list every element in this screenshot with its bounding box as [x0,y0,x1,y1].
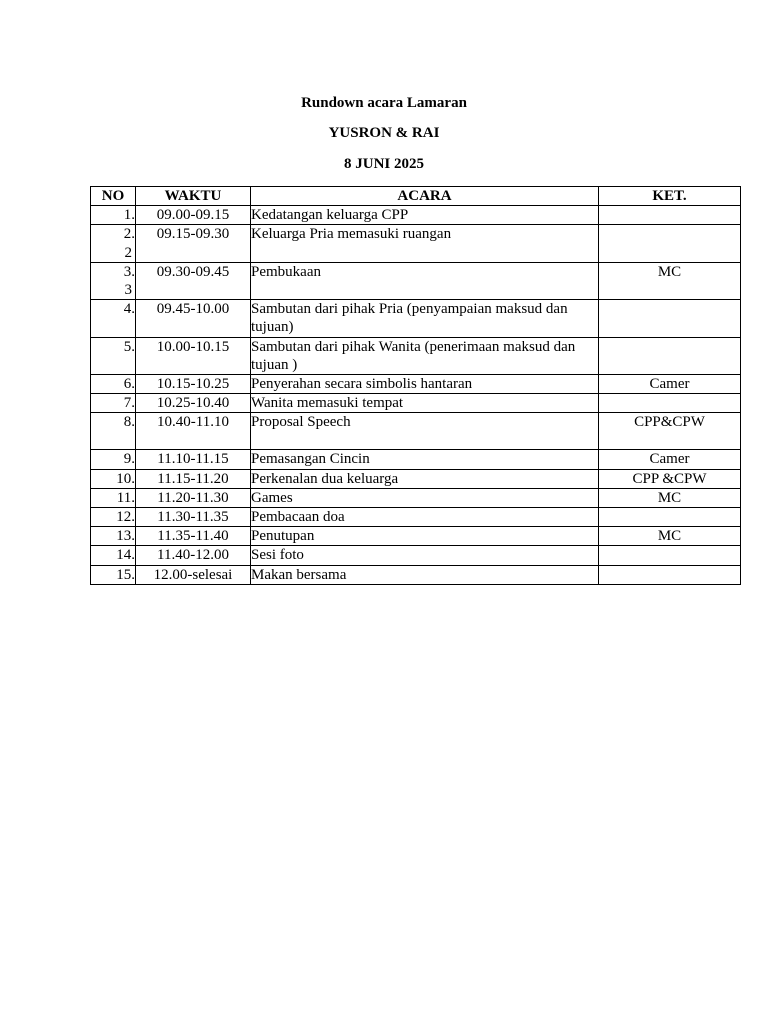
table-row [91,337,741,374]
cell-ket: MC [599,488,741,507]
cell-ket [599,300,741,337]
row-number: 1. [123,207,135,224]
table-row [91,225,741,262]
couple-names: YUSRON & RAI [328,125,440,141]
cell-waktu: 09.15-09.30 [136,225,251,262]
cell-acara: Makan bersama [251,565,599,584]
cell-waktu: 09.45-10.00 [136,300,251,337]
cell-acara: Sesi foto [251,546,599,565]
row-number: 11. [116,489,135,506]
cell-waktu: 11.35-11.40 [136,527,251,546]
cell-waktu: 11.20-11.30 [136,488,251,507]
row-number: 8. [123,414,135,431]
row-number: 5. [123,338,135,355]
cell-acara: Kedatangan keluarga CPP [251,206,599,225]
cell-acara: Penutupan [251,527,599,546]
cell-no [91,262,136,299]
cell-ket [599,337,741,374]
table-row [91,546,741,565]
cell-acara: Games [251,488,599,507]
table-row [91,262,741,299]
row-number: 7. [123,395,135,412]
cell-acara: Proposal Speech [251,413,599,450]
header-ket: KET. [599,187,741,206]
table-row [91,508,741,527]
cell-waktu: 09.00-09.15 [136,206,251,225]
table-row [91,469,741,488]
row-number: 3. [123,263,135,280]
header-no: NO [91,187,136,206]
table-body [91,206,741,585]
table-row [91,375,741,394]
cell-waktu: 10.15-10.25 [136,375,251,394]
cell-acara: Sambutan dari pihak Pria (penyampaian maksud dan tujuan) [251,300,599,337]
cell-waktu: 10.25-10.40 [136,394,251,413]
cell-no [91,508,136,527]
cell-acara: Sambutan dari pihak Wanita (penerimaan maksud dan tujuan ) [251,337,599,374]
cell-waktu: 11.10-11.15 [136,450,251,469]
table-row [91,450,741,469]
row-number: 12. [116,509,135,526]
cell-waktu: 12.00-selesai [136,565,251,584]
cell-acara: Pembukaan [251,262,599,299]
cell-ket [599,546,741,565]
cell-no [91,450,136,469]
cell-no [91,337,136,374]
table-row [91,300,741,337]
table-row [91,527,741,546]
cell-no [91,527,136,546]
table-row [91,565,741,584]
cell-acara: Keluarga Pria memasuki ruangan [251,225,599,262]
cell-no [91,300,136,337]
row-number-overflow: 2 [124,244,132,261]
row-number-overflow: 3 [124,282,132,299]
cell-acara: Perkenalan dua keluarga [251,469,599,488]
cell-no [91,394,136,413]
header-waktu: WAKTU [136,187,251,206]
cell-acara: Pemasangan Cincin [251,450,599,469]
row-number: 9. [123,451,135,468]
cell-ket: CPP&CPW [599,413,741,450]
cell-no [91,413,136,450]
cell-acara: Penyerahan secara simbolis hantaran [251,375,599,394]
cell-waktu: 11.15-11.20 [136,469,251,488]
table-row [91,206,741,225]
cell-ket: Camer [599,450,741,469]
cell-no [91,225,136,262]
cell-ket [599,225,741,262]
cell-ket [599,394,741,413]
cell-waktu: 11.40-12.00 [136,546,251,565]
cell-waktu: 11.30-11.35 [136,508,251,527]
row-number: 14. [116,547,135,564]
cell-ket: MC [599,527,741,546]
document-title: Rundown acara Lamaran [301,95,467,111]
row-number: 4. [123,301,135,318]
cell-no [91,469,136,488]
cell-no [91,375,136,394]
cell-waktu: 10.40-11.10 [136,413,251,450]
row-number: 6. [123,376,135,393]
header-acara: ACARA [251,187,599,206]
table-header-row [91,187,741,206]
cell-ket: Camer [599,375,741,394]
cell-ket: MC [599,262,741,299]
cell-no [91,565,136,584]
cell-no [91,546,136,565]
cell-ket: CPP &CPW [599,469,741,488]
cell-acara: Wanita memasuki tempat [251,394,599,413]
rundown-table [90,186,741,585]
event-date: 8 JUNI 2025 [343,156,424,172]
cell-waktu: 09.30-09.45 [136,262,251,299]
cell-ket [599,508,741,527]
row-number: 2. [123,226,135,243]
row-number: 15. [116,566,135,583]
row-number: 13. [116,528,135,545]
cell-ket [599,206,741,225]
cell-waktu: 10.00-10.15 [136,337,251,374]
table-row [91,413,741,450]
table-row [91,394,741,413]
cell-no [91,488,136,507]
row-number: 10. [116,470,135,487]
table-row [91,488,741,507]
cell-ket [599,565,741,584]
cell-no [91,206,136,225]
cell-acara: Pembacaan doa [251,508,599,527]
